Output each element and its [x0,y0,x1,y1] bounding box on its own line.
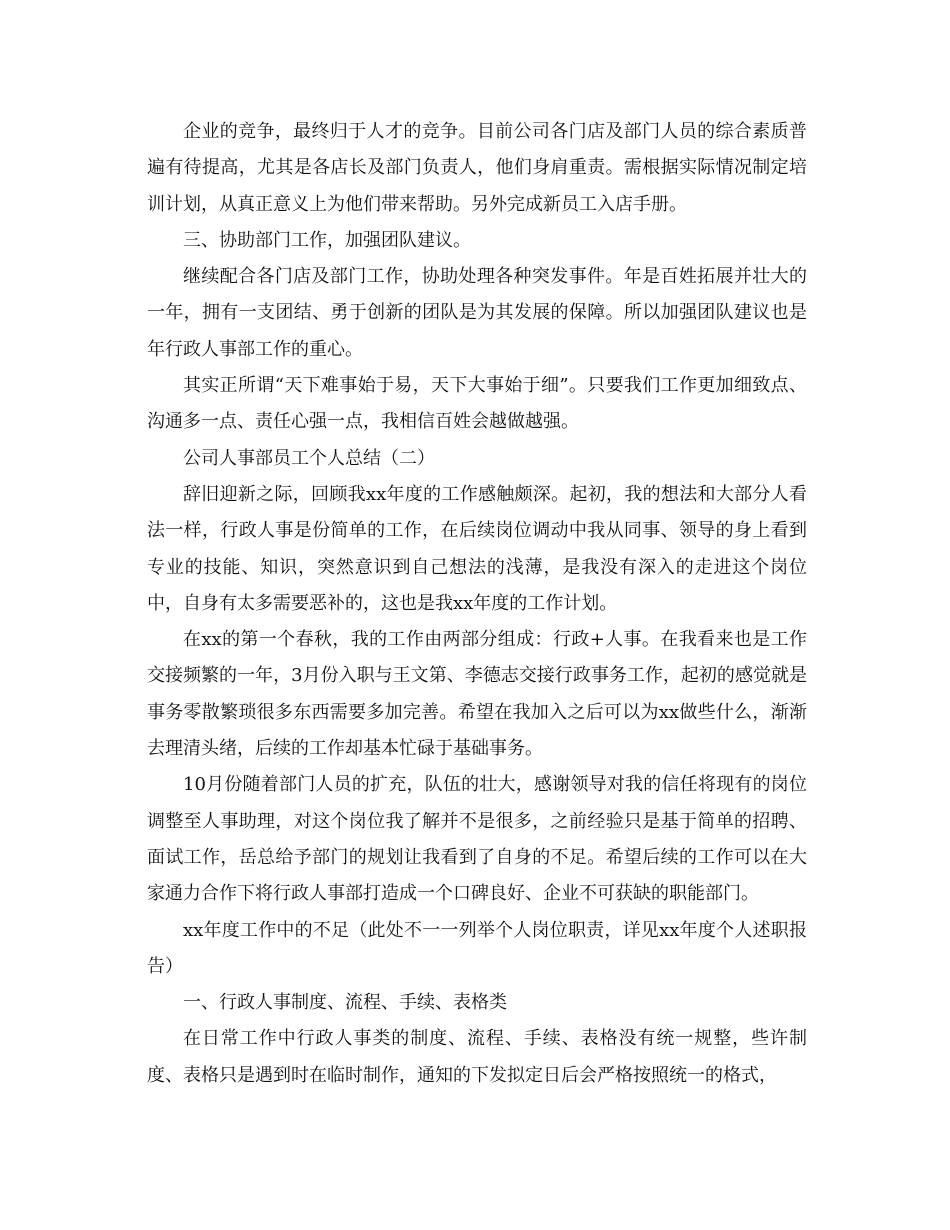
paragraph-first-season: 在xx的第一个春秋，我的工作由两部分组成：行政+人事。在我看来也是工作交接频繁的一年，3月份入职与王文第、李德志交接行政事务工作，起初的感觉就是事务零散繁琐很多东西需要多加完善。希望在我加入之后可以为xx做些什么，渐渐去理清头绪，后续的工作却基本忙碌于基础事务。 [147,629,807,760]
heading-summary-two: 公司人事部员工个人总结（二） [183,447,435,469]
paragraph-shortcomings: xx年度工作中的不足（此处不一一列举个人岗位职责，详见xx年度个人述职报告） [147,919,807,977]
paragraph-talent-competition: 企业的竞争，最终归于人才的竞争。目前公司各门店及部门人员的综合素质普遍有待提高，尤其是各店长及部门负责人，他们身肩重责。需根据实际情况制定培训计划，从真正意义上为他们带来帮助。另外完成新员工入店手册。 [147,121,807,215]
heading-systems-forms: 一、行政人事制度、流程、手续、表格类 [183,992,507,1014]
paragraph-year-review: 辞旧迎新之际，回顾我xx年度的工作感触颇深。起初，我的想法和大部分人看法一样，行政人事是份简单的工作，在后续岗位调动中我从同事、领导的身上看到专业的技能、知识，突然意识到自己想法的浅薄，是我没有深入的走进这个岗位中，自身有太多需要恶补的，这也是我xx年度的工作计划。 [147,483,807,614]
document-page [147,114,807,1094]
heading-team-building: 三、协助部门工作，加强团队建议。 [183,229,471,251]
paragraph-october: 10月份随着部门人员的扩充，队伍的壮大，感谢领导对我的信任将现有的岗位调整至人事助理，对这个岗位我了解并不是很多，之前经验只是基于简单的招聘、面试工作，岳总给予部门的规划让我看到了自身的不足。希望后续的工作可以在大家通力合作下将行政人事部打造成一个口碑良好、企业不可获缺的职能部门。 [147,774,807,905]
paragraph-team-cooperation: 继续配合各门店及部门工作，协助处理各种突发事件。年是百姓拓展并壮大的一年，拥有一支团结、勇于创新的团队是为其发展的保障。所以加强团队建议也是年行政人事部工作的重心。 [147,266,807,360]
paragraph-daily-work: 在日常工作中行政人事类的制度、流程、手续、表格没有统一规整，些许制度、表格只是遇到时在临时制作，通知的下发拟定日后会严格按照统一的格式， [147,1028,807,1086]
paragraph-proverb: 其实正所谓“天下难事始于易，天下大事始于细”。只要我们工作更加细致点、沟通多一点、责任心强一点，我相信百姓会越做越强。 [147,375,807,433]
